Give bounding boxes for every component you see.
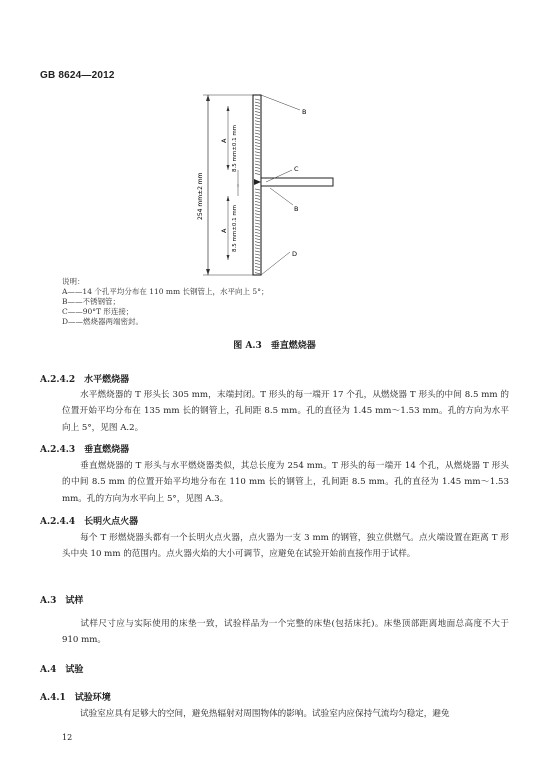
- section-paragraph: 试样尺寸应与实际使用的床垫一致，试验样品为一个完整的床垫(包括床托)。床垫顶部距离地面总高度不大于 910 mm。: [62, 619, 509, 646]
- section-paragraph: 每个 T 形燃烧器头都有一个长明火点火器，点火器为一支 3 mm 的钢管，独立供燃气。点火端设置在距离 T 形头中央 10 mm 的范围内。点火器火焰的大小可调节，应避免在试验开始前直接作用于试样。: [62, 533, 509, 560]
- figure-legend: [62, 277, 268, 327]
- legend-item: D——燃烧器两端密封。: [62, 317, 144, 326]
- section-heading: A.4.1 试验环境: [40, 693, 111, 703]
- figure-caption: 图 A.3 垂直燃烧器: [233, 341, 316, 351]
- legend-item: C——90°T 形连接；: [62, 307, 134, 316]
- section-heading: A.3 试样: [40, 596, 84, 606]
- label-c: C: [294, 165, 299, 173]
- vertical-burner-figure: [150, 92, 410, 282]
- page-number: 12: [62, 733, 73, 742]
- section-paragraph: 垂直燃烧器的 T 形头与水平燃烧器类似，其总长度为 254 mm。T 形头的每一端开 14 个孔，从燃烧器 T 形头的中间 8.5 mm 的位置开始平均地分布在 110 mm 长的钢管上，孔间距 8.5 mm。孔的直径为 1.45 mm～1.53 mm。孔的方向为水平向上 5°，见图 A.3。: [62, 461, 509, 504]
- dim-gap-lower: 8.5 mm±0.1 mm: [232, 204, 238, 252]
- section-heading: A.2.4.3 垂直燃烧器: [40, 445, 130, 455]
- label-b-bottom: B: [294, 205, 299, 213]
- legend-item: A——14 个孔平均分布在 110 mm 长钢管上，水平向上 5°；: [62, 287, 269, 296]
- section-heading: A.2.4.2 水平燃烧器: [40, 375, 130, 385]
- label-d: D: [292, 250, 298, 258]
- legend-title: 说明：: [62, 277, 85, 286]
- dim-total-label: 254 mm±2 mm: [197, 172, 204, 220]
- legend-item: B——不锈钢管；: [62, 297, 121, 306]
- label-b-top: B: [302, 108, 307, 116]
- document-header: GB 8624—2012: [40, 70, 115, 81]
- dim-gap-upper: 8.5 mm±0.1 mm: [232, 124, 238, 172]
- section-heading: A.4 试验: [40, 665, 84, 675]
- dim-a-lower: A: [220, 228, 228, 233]
- section-paragraph: 水平燃烧器的 T 形头长 305 mm，末端封闭。T 形头的每一端开 17 个孔，从燃烧器 T 形头的中间 8.5 mm 的位置开始平均分布在 135 mm 长的钢管上，孔间距 8.5 mm。孔的直径为 1.45 mm～1.53 mm。孔的方向为水平向上 5°，见图 A.2。: [62, 390, 509, 433]
- dim-a-upper: A: [220, 138, 228, 143]
- section-paragraph: 试验室应具有足够大的空间，避免热辐射对周围物体的影响。试验室内应保持气流均匀稳定，避免: [80, 709, 450, 719]
- section-heading: A.2.4.4 长明火点火器: [40, 517, 139, 527]
